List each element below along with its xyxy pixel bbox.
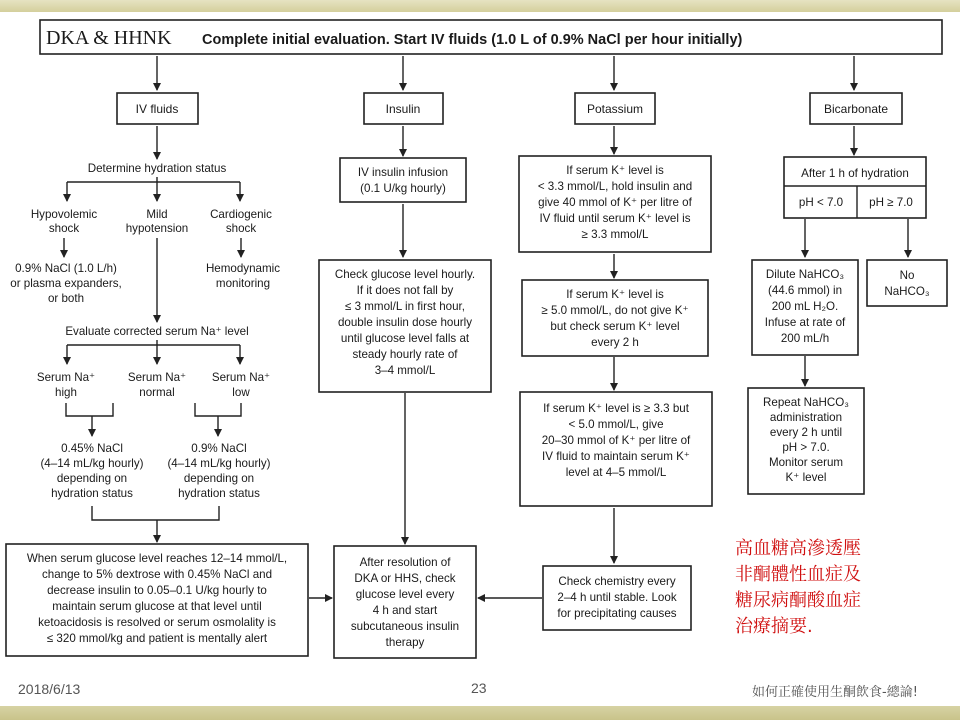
svg-text:double insulin dose hourly: double insulin dose hourly <box>337 316 473 329</box>
svg-text:shock: shock <box>48 222 80 235</box>
svg-text:Dilute NaHCO₃: Dilute NaHCO₃ <box>765 268 845 281</box>
svg-text:depending on: depending on <box>183 472 255 485</box>
svg-text:depending on: depending on <box>56 472 128 485</box>
svg-text:Mild: Mild <box>146 208 168 221</box>
svg-text:< 3.3 mmol/L, hold insulin and: < 3.3 mmol/L, hold insulin and <box>537 180 693 193</box>
svg-text:subcutaneous insulin: subcutaneous insulin <box>350 620 460 633</box>
svg-text:No: No <box>899 269 915 282</box>
evaluate-na-text: Evaluate corrected serum Na⁺ level <box>65 325 249 338</box>
svg-text:4 h and start: 4 h and start <box>372 604 438 617</box>
svg-text:≥ 5.0 mmol/L, do not give K⁺: ≥ 5.0 mmol/L, do not give K⁺ <box>541 304 689 317</box>
svg-text:but check serum K⁺ level: but check serum K⁺ level <box>550 320 680 333</box>
svg-text:(4–14 mL/kg hourly): (4–14 mL/kg hourly) <box>167 457 271 470</box>
svg-text:If serum K⁺ level is ≥ 3.3 but: If serum K⁺ level is ≥ 3.3 but <box>543 402 689 415</box>
nacl-join-bracket <box>92 506 219 520</box>
svg-text:0.9% NaCl (1.0 L/h): 0.9% NaCl (1.0 L/h) <box>15 262 117 275</box>
note-line: 治療摘要. <box>735 616 813 637</box>
svg-text:(0.1 U/kg hourly): (0.1 U/kg hourly) <box>360 182 446 195</box>
svg-text:200 mL/h: 200 mL/h <box>780 332 830 345</box>
svg-text:When serum glucose level reach: When serum glucose level reaches 12–14 mmol/L, <box>26 552 288 565</box>
svg-text:Serum Na⁺: Serum Na⁺ <box>36 371 96 384</box>
no-nahco3-box <box>867 260 947 306</box>
svg-text:After resolution of: After resolution of <box>359 556 451 569</box>
svg-text:shock: shock <box>225 222 257 235</box>
na-high-text <box>37 371 95 399</box>
footer-caption: 如何正確使用生酮飲食-總論! <box>752 685 918 700</box>
svg-text:hydration status: hydration status <box>51 487 133 500</box>
infusion-box <box>340 158 466 202</box>
svg-text:normal: normal <box>139 386 175 399</box>
bicarbonate-label: Bicarbonate <box>823 102 889 116</box>
note-line: 糖尿病酮酸血症 <box>735 590 861 611</box>
svg-text:K⁺ level: K⁺ level <box>785 471 827 484</box>
svg-text:decrease insulin to 0.05–0.1 U: decrease insulin to 0.05–0.1 U/kg hourly to <box>47 584 267 597</box>
after-hydration-text: After 1 h of hydration <box>801 167 909 180</box>
svg-text:(44.6 mmol) in: (44.6 mmol) in <box>767 284 843 297</box>
insulin-label: Insulin <box>385 102 421 116</box>
note-line: 非酮體性血症及 <box>735 564 861 585</box>
nacl-09-text <box>167 442 270 500</box>
svg-text:therapy: therapy <box>385 636 425 649</box>
svg-text:Infuse at rate of: Infuse at rate of <box>764 316 846 329</box>
svg-text:monitoring: monitoring <box>215 277 271 290</box>
svg-text:steady hourly rate of: steady hourly rate of <box>352 348 458 361</box>
svg-text:If it does not fall by: If it does not fall by <box>356 284 454 297</box>
svg-text:0.9% NaCl: 0.9% NaCl <box>191 442 247 455</box>
svg-text:Cardiogenic: Cardiogenic <box>210 208 272 221</box>
na-low-text <box>212 371 270 399</box>
title-main: Complete initial evaluation. Start IV fluids (1.0 L of 0.9% NaCl per hour initially) <box>202 32 743 48</box>
svg-text:IV fluid to maintain serum K⁺: IV fluid to maintain serum K⁺ <box>542 450 690 463</box>
svg-text:ketoacidosis is resolved or se: ketoacidosis is resolved or serum osmolality is <box>38 616 276 629</box>
svg-text:Serum Na⁺: Serum Na⁺ <box>211 371 271 384</box>
cardiogenic-text <box>210 208 272 235</box>
footer-date: 2018/6/13 <box>18 681 81 697</box>
svg-text:(4–14 mL/kg hourly): (4–14 mL/kg hourly) <box>40 457 144 470</box>
svg-text:NaHCO₃: NaHCO₃ <box>884 285 930 298</box>
svg-text:glucose level every: glucose level every <box>355 588 455 601</box>
svg-text:or plasma expanders,: or plasma expanders, <box>10 277 122 290</box>
note-line: 高血糖高滲透壓 <box>735 538 861 559</box>
svg-text:or both: or both <box>47 292 85 305</box>
svg-text:Hemodynamic: Hemodynamic <box>205 262 281 275</box>
svg-text:every 2 h until: every 2 h until <box>769 426 843 439</box>
ph-high-text: pH ≥ 7.0 <box>869 196 913 209</box>
svg-text:change to 5% dextrose with 0.4: change to 5% dextrose with 0.45% NaCl and <box>41 568 273 581</box>
svg-text:< 5.0 mmol/L, give: < 5.0 mmol/L, give <box>568 418 664 431</box>
svg-text:maintain serum glucose at that: maintain serum glucose at that level until <box>52 600 262 613</box>
svg-text:DKA or HHS, check: DKA or HHS, check <box>354 572 456 585</box>
svg-text:200 mL H₂O.: 200 mL H₂O. <box>771 300 839 313</box>
svg-text:3–4 mmol/L: 3–4 mmol/L <box>374 364 436 377</box>
svg-text:high: high <box>55 386 77 399</box>
iv-fluids-label: IV fluids <box>135 102 179 116</box>
svg-text:2–4 h until stable. Look: 2–4 h until stable. Look <box>557 591 677 604</box>
svg-text:hypotension: hypotension <box>125 222 189 235</box>
footer-page-number: 23 <box>471 680 487 696</box>
high-normal-bracket <box>66 403 113 416</box>
hydration-status-text: Determine hydration status <box>87 162 227 175</box>
svg-text:give 40 mmol of K⁺ per litre o: give 40 mmol of K⁺ per litre of <box>538 196 692 209</box>
svg-text:Serum Na⁺: Serum Na⁺ <box>127 371 187 384</box>
svg-text:≤ 320 mmol/kg and patient is m: ≤ 320 mmol/kg and patient is mentally alert <box>46 632 268 645</box>
svg-text:level at 4–5 mmol/L: level at 4–5 mmol/L <box>565 466 667 479</box>
svg-text:If serum K⁺ level is: If serum K⁺ level is <box>566 164 664 177</box>
ph-low-text: pH < 7.0 <box>798 196 844 209</box>
svg-text:20–30 mmol of K⁺ per litre of: 20–30 mmol of K⁺ per litre of <box>541 434 691 447</box>
normal-low-bracket <box>195 403 241 416</box>
svg-text:Check chemistry every: Check chemistry every <box>558 575 676 588</box>
svg-text:≥ 3.3 mmol/L: ≥ 3.3 mmol/L <box>581 228 649 241</box>
svg-text:Monitor serum: Monitor serum <box>768 456 844 469</box>
hemodynamic-text <box>206 262 280 290</box>
mild-hypotension-text <box>126 208 189 235</box>
svg-text:If serum K⁺ level is: If serum K⁺ level is <box>566 288 664 301</box>
svg-text:Hypovolemic: Hypovolemic <box>30 208 98 221</box>
chinese-note <box>735 536 935 640</box>
svg-text:until glucose level falls at: until glucose level falls at <box>340 332 470 345</box>
svg-text:Check glucose level hourly.: Check glucose level hourly. <box>334 268 476 281</box>
svg-text:Repeat NaHCO₃: Repeat NaHCO₃ <box>763 396 849 409</box>
na-normal-text <box>128 371 186 399</box>
svg-text:for precipitating causes: for precipitating causes <box>557 607 677 620</box>
svg-text:low: low <box>232 386 250 399</box>
svg-text:0.45% NaCl: 0.45% NaCl <box>61 442 123 455</box>
potassium-label: Potassium <box>586 102 644 116</box>
svg-text:pH > 7.0.: pH > 7.0. <box>782 441 830 454</box>
chemistry-text <box>557 575 676 620</box>
svg-text:IV fluid until serum K⁺ level: IV fluid until serum K⁺ level is <box>539 212 691 225</box>
hypovolemic-text <box>31 208 98 235</box>
nacl-045-text <box>40 442 143 500</box>
title-prefix: DKA & HHNK <box>46 27 172 49</box>
svg-text:every 2 h: every 2 h <box>591 336 639 349</box>
svg-text:≤ 3 mmol/L in first hour,: ≤ 3 mmol/L in first hour, <box>345 300 465 313</box>
svg-text:hydration status: hydration status <box>178 487 260 500</box>
svg-text:administration: administration <box>769 411 843 424</box>
svg-text:IV insulin infusion: IV insulin infusion <box>357 166 449 179</box>
nacl-fluid-text <box>10 262 122 305</box>
